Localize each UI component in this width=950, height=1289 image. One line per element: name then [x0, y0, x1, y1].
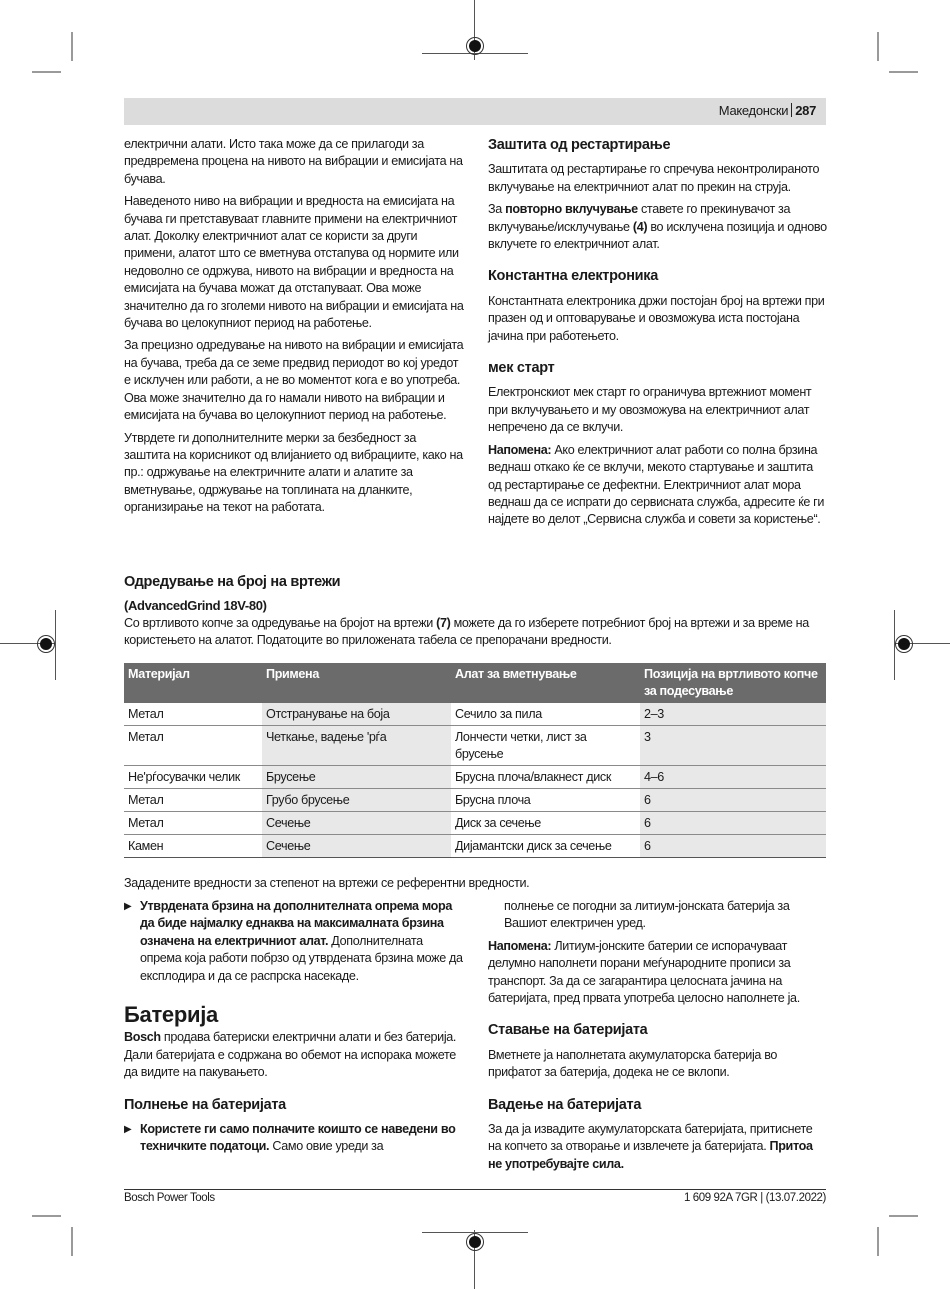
- header-language: Македонски: [718, 103, 789, 118]
- header-separator: [791, 103, 792, 117]
- table-cell: Брусна плоча/влакнест диск: [451, 766, 640, 789]
- paragraph: Вметнете ја наполнетата акумулаторска батерија во прифатот за батерија, додека не се вклопи.: [488, 1047, 778, 1080]
- speed-footnote: Зададените вредности за степенот на вртежи се референтни вредности.: [124, 876, 530, 890]
- speed-table: [124, 663, 826, 858]
- footer-rule: [124, 1189, 826, 1190]
- paragraph: За прецизно одредување на нивото на вибрации и емисијата на бучава, треба да се земе предвид периодот во кој уредот е исклучен или работи, а не во моментот кога е во употреба. Ова може значително да го намали нивото на вибрации и емисијата на бучава во целокупниот период на работење.: [124, 338, 464, 423]
- table-cell: 6: [640, 835, 826, 858]
- table-cell: 4–6: [640, 766, 826, 789]
- crop-mark: [877, 1227, 879, 1256]
- left-column-top: [124, 136, 464, 522]
- table-cell: 6: [640, 789, 826, 812]
- section-heading-battery: Батерија: [124, 1002, 218, 1028]
- table-cell: Сечење: [262, 835, 451, 858]
- table-header-row: [124, 663, 826, 703]
- table-cell: Метал: [124, 726, 262, 766]
- crop-mark: [32, 71, 61, 73]
- section-heading-speed: Одредување на број на вртежи: [124, 574, 341, 590]
- right-column-bottom: [488, 898, 828, 1178]
- crop-mark: [889, 71, 918, 73]
- table-row: [124, 812, 826, 835]
- speed-intro: Со вртливото копче за одредување на бројот на вртежи (7) можете да го изберете потребниот број на вртежи и за време на користењето на алатот. Податоците во приложената табела се препорачани вредности.: [124, 615, 809, 648]
- header-label: [719, 103, 816, 118]
- table-cell: Дијамантски диск за сечење: [451, 835, 640, 858]
- table-cell: Камен: [124, 835, 262, 858]
- table-cell: Не'рѓосувачки челик: [124, 766, 262, 789]
- table-cell: Отстранување на боја: [262, 703, 451, 726]
- section-heading-insert-battery: Ставање на батеријата: [488, 1022, 648, 1039]
- column-header: Позиција на вртливото копче за подесување: [640, 663, 826, 703]
- paragraph: Заштитата од рестартирање го спречува неконтролираното вклучување на електричниот алат по прекин на струја.: [488, 162, 820, 194]
- column-header: Материјал: [124, 663, 262, 703]
- column-header: Алат за вметнување: [451, 663, 640, 703]
- footer-brand: Bosch Power Tools: [124, 1192, 215, 1204]
- section-heading-constant-electronics: Константна електроника: [488, 268, 659, 285]
- table-row: [124, 766, 826, 789]
- page-header: [124, 98, 826, 125]
- warning-bullet: ▶ Утврдената брзина на дополнителната опрема мора да биде најмалку еднаква на максималната брзина означена на електричниот алат. Дополнителната опрема која работи побрзо од утврдената брзина може да експлодира и да се распрска насекаде.: [124, 899, 463, 983]
- note-paragraph: Напомена: Ако електричниот алат работи со полна брзина веднаш откако ќе се вклучи, мекото стартување и заштита од рестартирање се дефектни. Електричниот алат мора веднаш да се испрати до сервисната служба, адресите ќе ги најдете во делот „Сервисна служба и совети за користење“.: [488, 442, 825, 527]
- table-cell: Лончести четки, лист за брусење: [451, 726, 640, 766]
- table-cell: Сечило за пила: [451, 703, 640, 726]
- table-row: [124, 726, 826, 766]
- footer-doc-id: 1 609 92A 7GR | (13.07.2022): [683, 1192, 826, 1204]
- section-heading-remove-battery: Вадење на батеријата: [488, 1096, 642, 1113]
- table-cell: Брусење: [262, 766, 451, 789]
- column-header: Примена: [262, 663, 451, 703]
- table-cell: Метал: [124, 789, 262, 812]
- crop-mark: [877, 32, 879, 61]
- paragraph: Константната електроника држи постојан број на вртежи при празен од и оптоварување и овозможува иста постојана јачина при работењето.: [488, 293, 825, 343]
- page-number: 287: [795, 103, 816, 118]
- paragraph: Утврдете ги дополнителните мерки за безбедност за заштита на корисникот од влијанието од вибрациите, како на пр.: одржување на електричните алати и алатите за вметнување, одржување на топлината на дланките, организирање на текот на работата.: [124, 430, 463, 515]
- crop-mark: [71, 1227, 73, 1256]
- model-subheading: (AdvancedGrind 18V-80): [124, 598, 267, 614]
- right-column-top: [488, 137, 828, 534]
- registration-line: [55, 610, 56, 680]
- table-cell: Грубо брусење: [262, 789, 451, 812]
- table-cell: 3: [640, 726, 826, 766]
- table-row: [124, 835, 826, 858]
- table-cell: Четкање, вадење 'рѓа: [262, 726, 451, 766]
- table-cell: Брусна плоча: [451, 789, 640, 812]
- table-cell: Метал: [124, 812, 262, 835]
- registration-mark-icon: [466, 37, 484, 55]
- paragraph: полнење се погодни за литиум-јонската батерија за Вашиот електричен уред.: [504, 899, 790, 931]
- speed-section: [124, 574, 826, 650]
- bullet-arrow-icon: ▶: [124, 1124, 132, 1136]
- left-column-bottom: [124, 898, 466, 1161]
- note-paragraph: Напомена: Литиум-јонските батерии се испорачуваат делумно наполнети порани меѓународните прописи за транспорт. За да се загарантира целосната јачина на батеријата, пред првата употреба целосно наполнете ја.: [488, 938, 800, 1006]
- table-cell: Метал: [124, 703, 262, 726]
- table-cell: Диск за сечење: [451, 812, 640, 835]
- section-heading-charging: Полнење на батеријата: [124, 1096, 286, 1113]
- crop-mark: [71, 32, 73, 61]
- charging-bullet: ▶ Користете ги само полначите коишто се наведени во техничките податоци. Само овие уреди за: [124, 1122, 456, 1154]
- crop-mark: [32, 1215, 61, 1217]
- paragraph: електрични алати. Исто така може да се прилагоди за предвремена процена на нивото на вибрации и емисијата на бучава.: [124, 137, 463, 186]
- paragraph: За да ја извадите акумулаторската батеријата, притиснете на копчето за отворање и извлечете ја батеријата. Притоа не употребувајте сила.: [488, 1122, 813, 1171]
- paragraph: Bosch продава батериски електрични алати и без батерија. Дали батеријата е содржана во обемот на испорака можете да видите на пакувањето.: [124, 1030, 457, 1080]
- table-cell: 6: [640, 812, 826, 835]
- paragraph: За повторно вклучување ставете го прекинувачот за вклучување/исклучување (4) во исклучена позиција и одново вклучете го електричниот алат.: [488, 202, 827, 252]
- registration-mark-icon: [895, 635, 913, 653]
- table-row: [124, 703, 826, 726]
- table-row: [124, 789, 826, 812]
- paragraph: Електронскиот мек старт го ограничува вртежниот момент при вклучувањето и му овозможува на електричниот алат непречено да се вклучи.: [488, 385, 812, 435]
- section-heading-restart-protection: Заштита од рестартирање: [488, 137, 671, 153]
- paragraph: Наведеното ниво на вибрации и вредноста на емисијата на бучава ги претставуваат главните примени на електричниот алат. Доколку електричниот алат се користи за други примени, алатот што се вметнува отстапува од нормите или недоволно се одржува, нивото на вибрации и вредноста на емисијата на бучава можат да отстапуваат. Ова може значително да го зголеми нивото на вибрации и емисијата на бучава во целокупниот период на работење.: [124, 194, 464, 331]
- table-cell: Сечење: [262, 812, 451, 835]
- registration-mark-icon: [37, 635, 55, 653]
- section-heading-soft-start: мек старт: [488, 360, 555, 377]
- bullet-arrow-icon: ▶: [124, 901, 132, 912]
- registration-mark-icon: [466, 1233, 484, 1251]
- crop-mark: [889, 1215, 918, 1217]
- table-cell: 2–3: [640, 703, 826, 726]
